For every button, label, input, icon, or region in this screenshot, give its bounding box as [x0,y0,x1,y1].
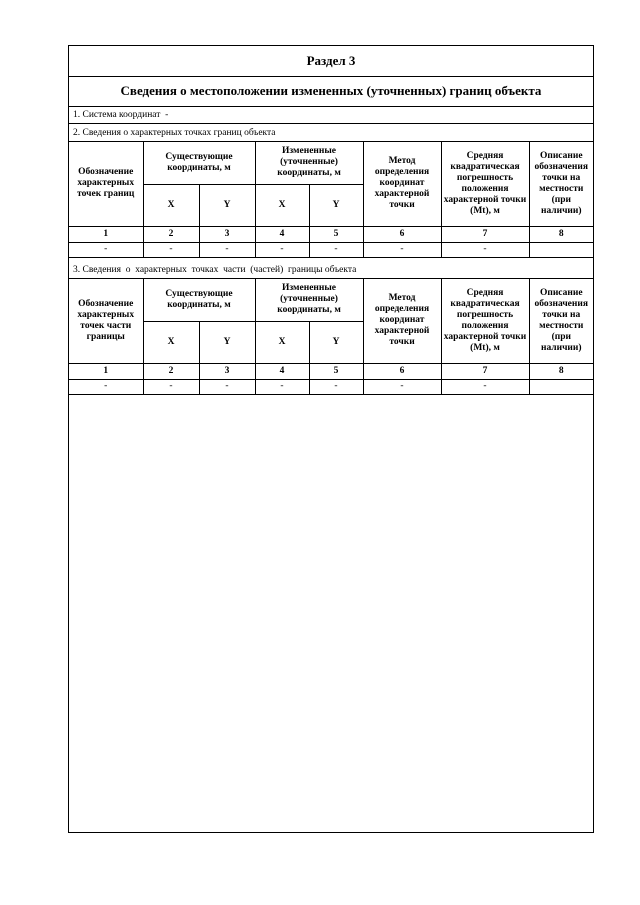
header-designation: Обозначение характерных точек границ [69,142,143,226]
header-y-changed: Y [309,184,363,226]
table-cell: - [441,242,529,257]
table-cell: - [363,379,441,394]
header-existing-coords: Существующие координаты, м [143,279,255,321]
header-y-existing: Y [199,321,255,363]
table-cell: - [199,242,255,257]
table-cell: - [309,242,363,257]
col-number: 3 [199,226,255,242]
header-description: Описание обозначения точки на местности (при наличии) [529,142,593,226]
header-description: Описание обозначения точки на местности (при наличии) [529,279,593,363]
table-cell [529,379,593,394]
header-changed-coords: Измененные (уточненные) координаты, м [255,279,363,321]
table-cell: - [363,242,441,257]
header-error: Средняя квадратическая погрешность положения характерной точки (Mt), м [441,142,529,226]
table-cell: - [69,242,143,257]
header-designation: Обозначение характерных точек части границы [69,279,143,363]
col-number: 6 [363,226,441,242]
header-x-changed: X [255,184,309,226]
block3-title: 3. Сведения о характерных точках части (частей) границы объекта [69,261,593,279]
table-cell: - [143,242,199,257]
coordinate-system-row: 1. Система координат - [69,106,593,124]
column-number-row [69,363,593,379]
header-y-existing: Y [199,184,255,226]
header-x-existing: X [143,321,199,363]
col-number: 4 [255,226,309,242]
col-number: 6 [363,363,441,379]
table-row [69,379,593,394]
block2-title: 2. Сведения о характерных точках границ объекта [69,124,593,142]
col-number: 7 [441,363,529,379]
table-cell: - [143,379,199,394]
block3-table [69,279,593,395]
col-number: 2 [143,226,199,242]
col-number: 5 [309,226,363,242]
col-number: 1 [69,363,143,379]
section-title: Раздел 3 [69,46,593,77]
table-cell: - [69,379,143,394]
table-cell: - [309,379,363,394]
table-row [69,242,593,257]
table-cell [529,242,593,257]
header-existing-coords: Существующие координаты, м [143,142,255,184]
header-x-existing: X [143,184,199,226]
col-number: 1 [69,226,143,242]
document-page [68,45,594,833]
header-method: Метод определения координат характерной точки [363,142,441,226]
col-number: 8 [529,226,593,242]
header-y-changed: Y [309,321,363,363]
col-number: 8 [529,363,593,379]
table-cell: - [255,379,309,394]
col-number: 3 [199,363,255,379]
header-changed-coords: Измененные (уточненные) координаты, м [255,142,363,184]
block2-table [69,142,593,258]
column-number-row [69,226,593,242]
table-cell: - [255,242,309,257]
section-subtitle: Сведения о местоположении измененных (уточненных) границ объекта [69,76,593,107]
col-number: 7 [441,226,529,242]
table-cell: - [199,379,255,394]
header-error: Средняя квадратическая погрешность положения характерной точки (Mt), м [441,279,529,363]
col-number: 4 [255,363,309,379]
col-number: 5 [309,363,363,379]
header-x-changed: X [255,321,309,363]
header-method: Метод определения координат характерной точки [363,279,441,363]
table-cell: - [441,379,529,394]
col-number: 2 [143,363,199,379]
